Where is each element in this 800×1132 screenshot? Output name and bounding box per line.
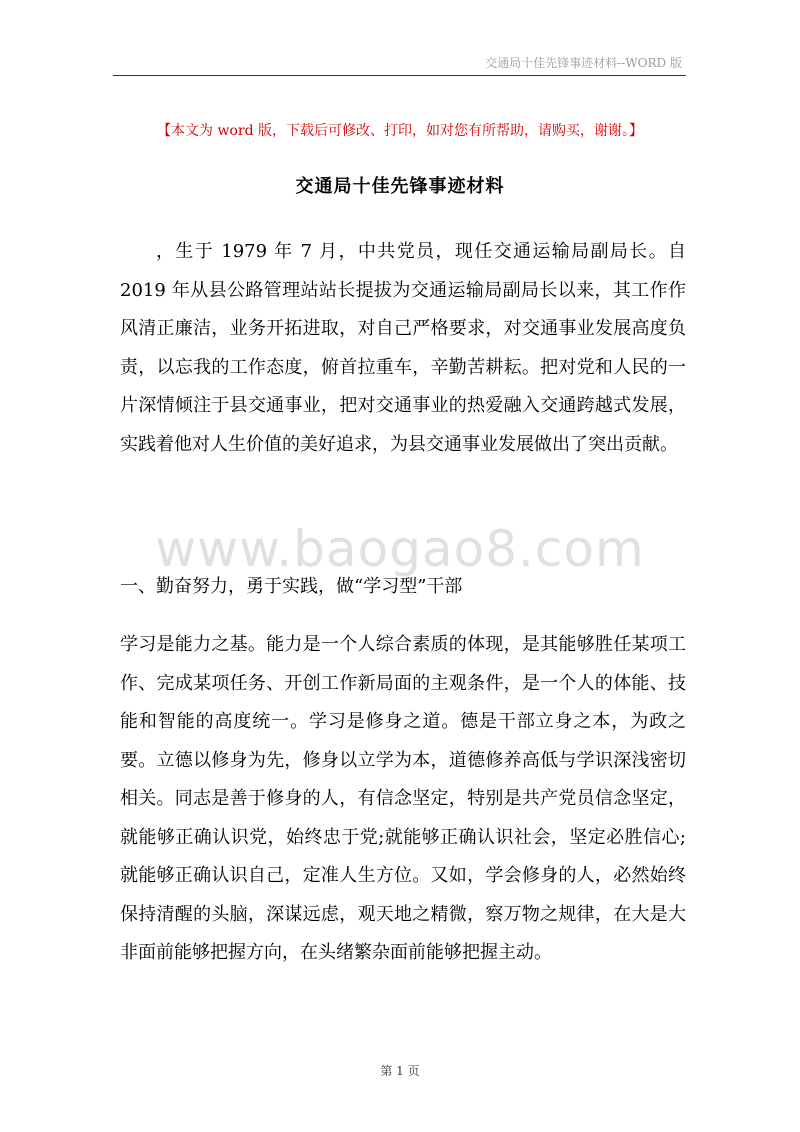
watermark: www.baogao8.com xyxy=(155,520,645,578)
intro-paragraph: ，生于 1979 年 7 月，中共党员，现任交通运输局副局长。自 2019 年从县公路管理站站长提拔为交通运输局副局长以来，其工作作风清正廉洁，业务开拓进取，对自己严格要求，对交通事业发展高度负责，以忘我的工作态度，俯首拉重车，辛勤苦耕耘。把对党和人民的一片深情倾注于县交通事业，把对交通事业的热爱融入交通跨越式发展，实践着他对人生价值的美好追求，为县交通事业发展做出了突出贡献。 xyxy=(120,241,686,455)
page-number: 第 1 页 xyxy=(380,1064,420,1078)
body-paragraph: 学习是能力之基。能力是一个人综合素质的体现，是其能够胜任某项工作、完成某项任务、开创工作新局面的主观条件，是一个人的体能、技能和智能的高度统一。学习是修身之道。德是干部立身之本，为政之要。立德以修身为先，修身以立学为本，道德修养高低与学识深浅密切相关。同志是善于修身的人，有信念坚定，特别是共产党员信念坚定，就能够正确认识党，始终忠于党;就能够正确认识社会，坚定必胜信心;就能够正确认识自己，定准人生方位。又如，学会修身的人，必然始终保持清醒的头脑，深谋远虑，观天地之精微，察万物之规律，在大是大非面前能够把握方向，在头绪繁杂面前能够把握主动。 xyxy=(120,634,686,963)
header-divider xyxy=(113,75,686,76)
download-notice: 【本文为 word 版，下载后可修改、打印，如对您有所帮助，请购买，谢谢。】 xyxy=(157,123,643,139)
section-heading: 一、勤奋努力，勇于实践，做“学习型”干部 xyxy=(120,576,463,597)
document-title: 交通局十佳先锋事迹材料 xyxy=(295,176,505,197)
running-header: 交通局十佳先锋事迹材料--WORD 版 xyxy=(485,56,682,70)
